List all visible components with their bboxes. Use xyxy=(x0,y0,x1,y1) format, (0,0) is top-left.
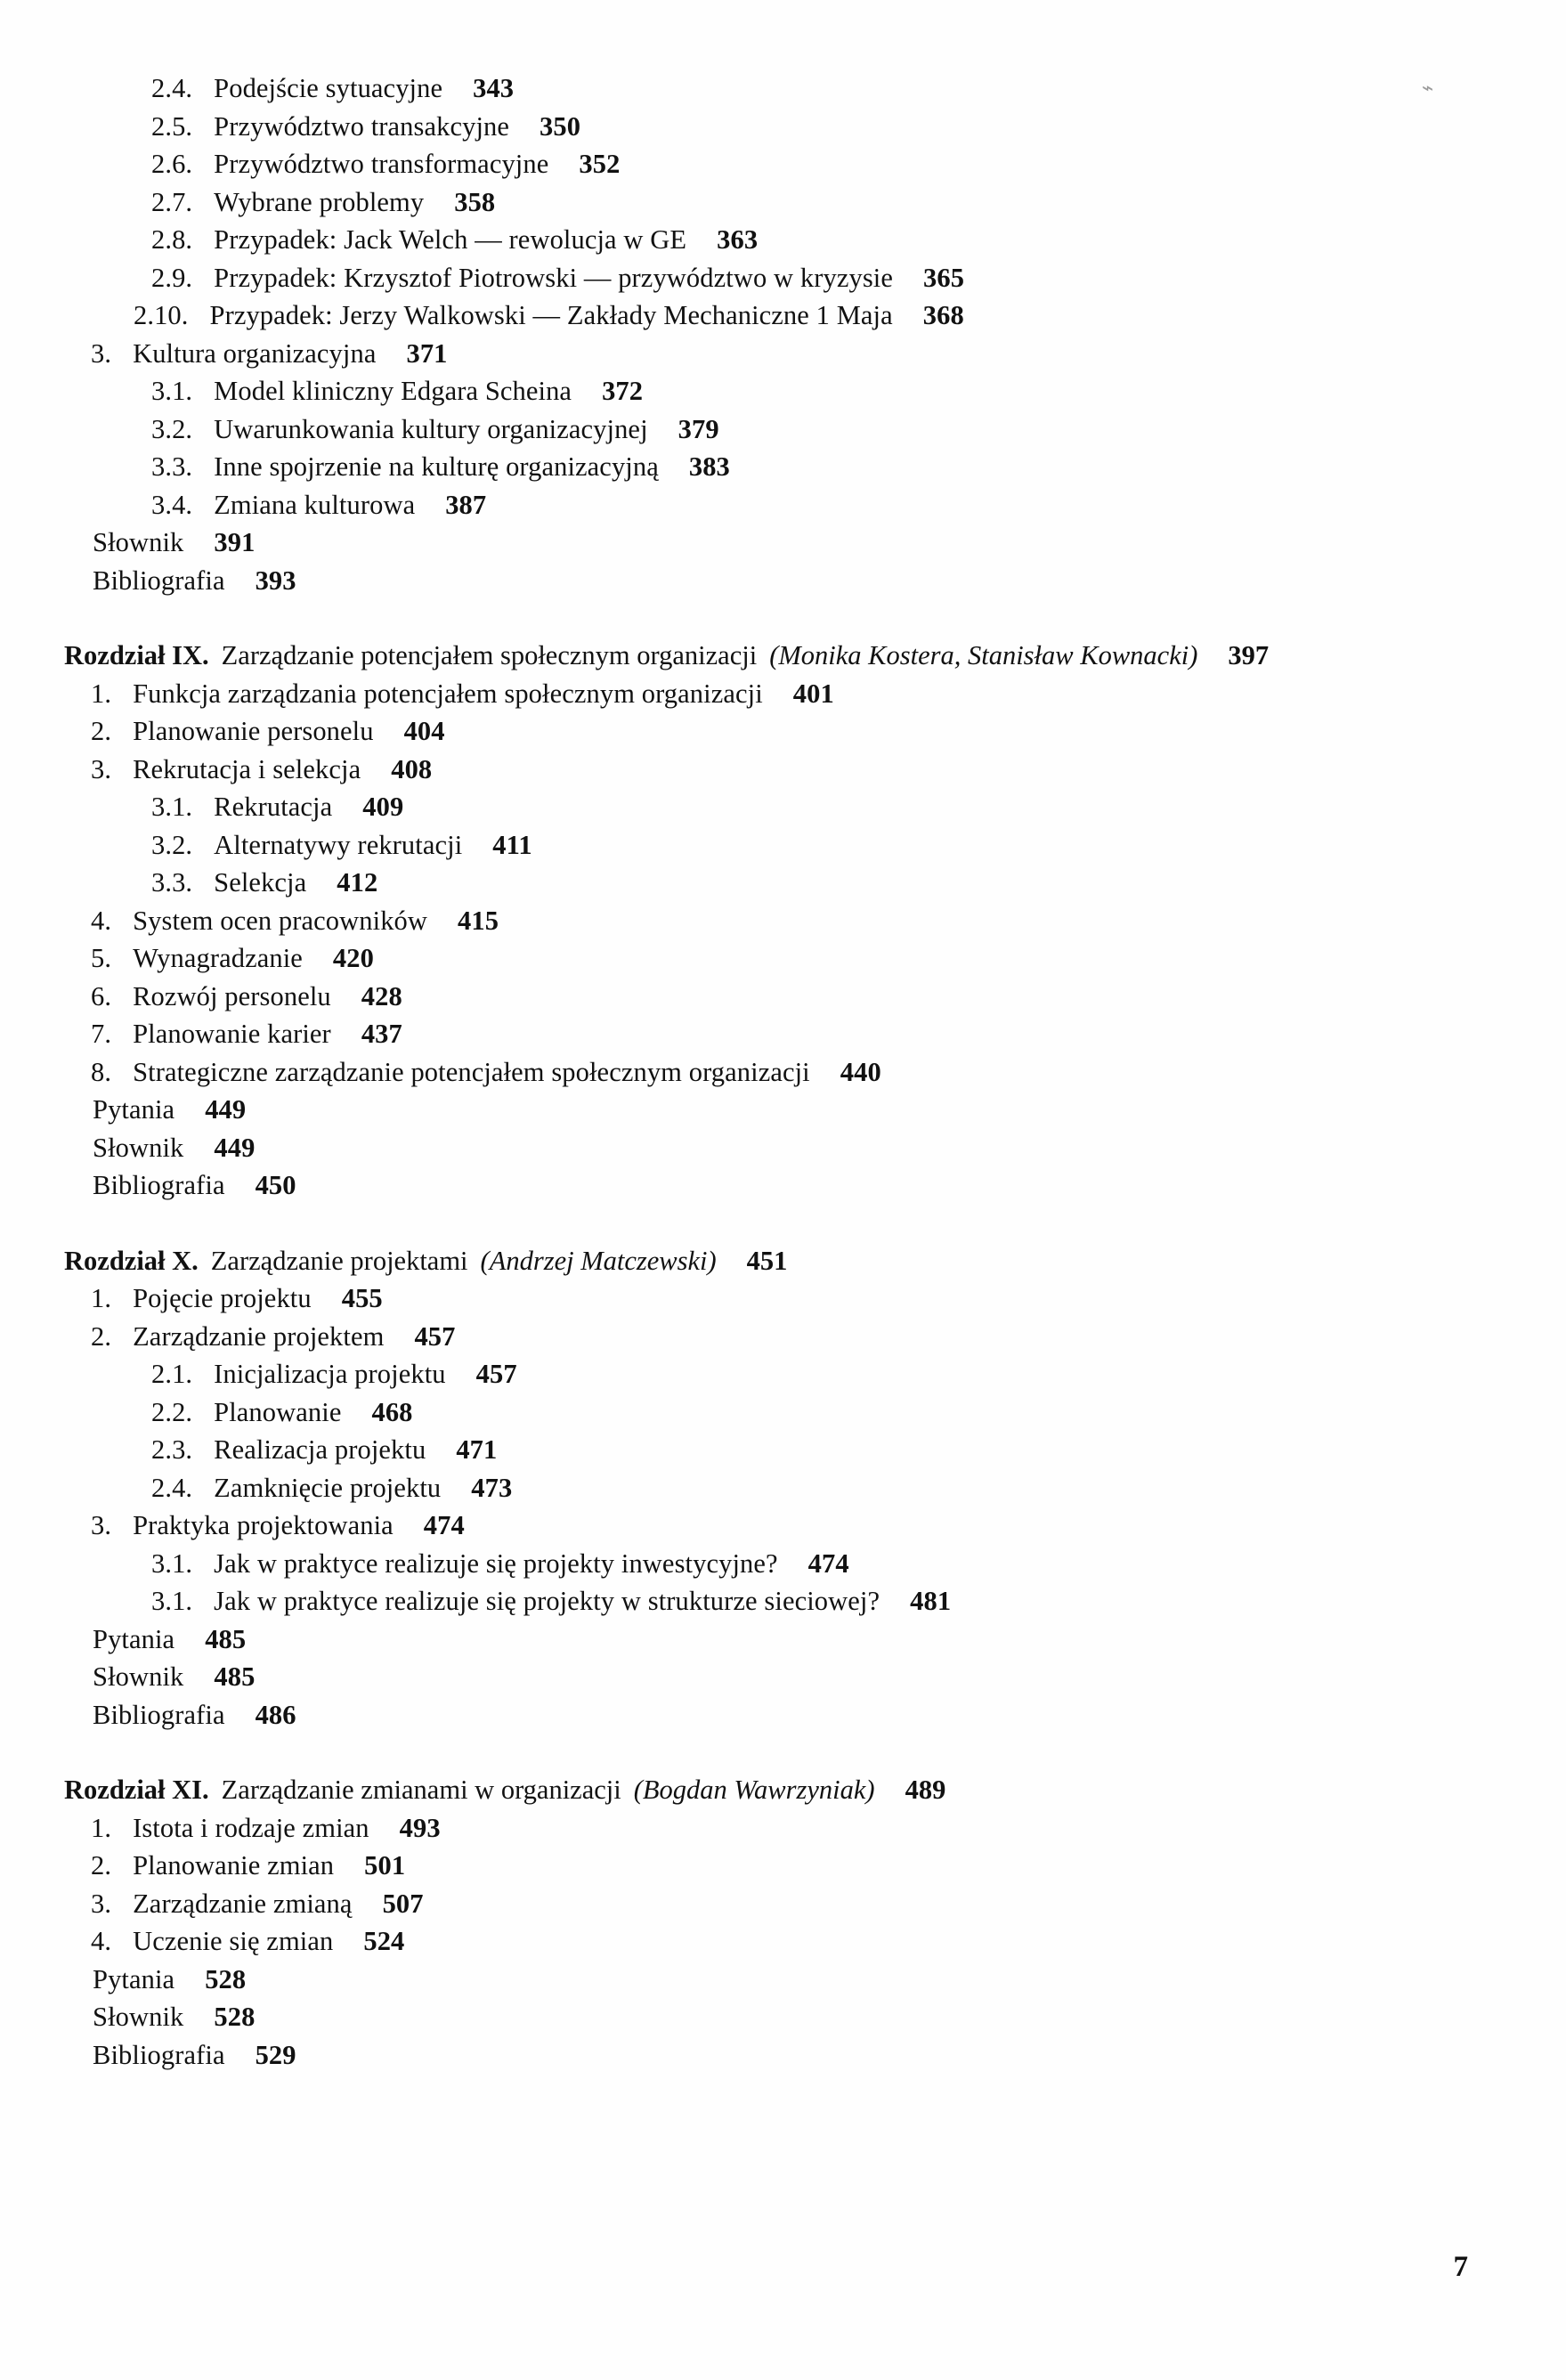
entry-number: 4. xyxy=(91,905,112,936)
entry-title: Pytania xyxy=(93,1094,175,1125)
entry-title: Istota i rodzaje zmian xyxy=(133,1812,369,1843)
toc-entry xyxy=(64,259,1489,297)
toc-entry xyxy=(64,864,1489,902)
entry-title: Wynagradzanie xyxy=(133,943,303,973)
toc-entry xyxy=(64,1091,1489,1129)
toc-entry xyxy=(64,1507,1489,1545)
entry-page: 428 xyxy=(361,980,402,1011)
entry-number: 2.3. xyxy=(151,1434,193,1465)
entry-title: Inne spojrzenie na kulturę organizacyjną xyxy=(214,451,659,482)
entry-title: Jak w praktyce realizuje się projekty w strukturze sieciowej? xyxy=(214,1586,880,1616)
entry-page: 368 xyxy=(922,300,964,330)
toc-entry xyxy=(64,1393,1489,1432)
entry-page: 471 xyxy=(456,1434,498,1465)
entry-page: 468 xyxy=(371,1396,413,1427)
entry-number: 2. xyxy=(91,716,112,746)
entry-number: 3.1. xyxy=(151,1586,193,1616)
entry-title: Inicjalizacja projektu xyxy=(214,1359,446,1389)
entry-page: 457 xyxy=(475,1359,517,1389)
entry-number: 2.2. xyxy=(151,1396,193,1427)
entry-number: 5. xyxy=(91,943,112,973)
entry-page: 449 xyxy=(214,1132,256,1163)
toc-entry xyxy=(64,410,1489,449)
toc-entry xyxy=(64,2036,1489,2075)
entry-title: Zamknięcie projektu xyxy=(214,1472,442,1503)
toc-entry xyxy=(64,712,1489,751)
toc-entry xyxy=(64,1129,1489,1167)
entry-title: Realizacja projektu xyxy=(214,1434,426,1465)
entry-title: Przypadek: Jerzy Walkowski — Zakłady Mechaniczne 1 Maja xyxy=(209,300,893,330)
entry-page: 528 xyxy=(205,1963,247,1994)
entry-title: Rozwój personelu xyxy=(133,980,331,1011)
entry-number: 3.2. xyxy=(151,829,193,860)
entry-title: Kultura organizacyjna xyxy=(133,337,377,369)
entry-page: 437 xyxy=(361,1019,402,1049)
entry-page: 473 xyxy=(471,1472,513,1503)
chapter-page: 397 xyxy=(1228,640,1270,670)
toc-entry xyxy=(64,183,1489,222)
entry-number: 6. xyxy=(91,980,112,1011)
entry-number: 3.1. xyxy=(151,792,193,822)
toc-chapter-ix xyxy=(64,637,1489,1205)
entry-page: 391 xyxy=(214,527,256,557)
entry-title: Bibliografia xyxy=(93,1170,225,1200)
entry-page: 412 xyxy=(337,867,378,898)
toc-entry xyxy=(64,1847,1489,1885)
entry-page: 449 xyxy=(205,1094,247,1125)
entry-number: 3. xyxy=(91,1510,112,1540)
entry-number: 1. xyxy=(91,678,112,709)
toc-entry xyxy=(64,524,1489,562)
entry-page: 524 xyxy=(363,1926,405,1956)
entry-page: 411 xyxy=(492,829,532,860)
entry-title: Przywództwo transakcyjne xyxy=(214,110,510,142)
entry-page: 501 xyxy=(364,1850,406,1880)
entry-title: Bibliografia xyxy=(93,565,225,596)
toc-entry xyxy=(64,1809,1489,1848)
toc-chapter-xi xyxy=(64,1771,1489,2074)
entry-page: 485 xyxy=(214,1661,256,1692)
toc-entry xyxy=(64,562,1489,600)
entry-title: Zarządzanie projektem xyxy=(133,1320,385,1352)
entry-number: 2.5. xyxy=(151,110,193,142)
entry-number: 3.3. xyxy=(151,867,193,898)
chapter-label: Rozdział IX. xyxy=(64,640,209,670)
entry-page: 457 xyxy=(414,1320,456,1352)
chapter-title: Zarządzanie projektami xyxy=(210,1245,468,1276)
entry-page: 493 xyxy=(399,1812,441,1843)
chapter-label: Rozdział XI. xyxy=(64,1775,209,1805)
toc-entry xyxy=(64,1885,1489,1923)
entry-title: Model kliniczny Edgara Scheina xyxy=(214,376,572,406)
toc-entry xyxy=(64,675,1489,713)
toc-entry xyxy=(64,902,1489,940)
entry-number: 1. xyxy=(91,1283,112,1313)
entry-page: 343 xyxy=(473,73,515,103)
entry-page: 408 xyxy=(391,753,433,784)
entry-title: Planowanie karier xyxy=(133,1019,331,1049)
scan-artifact-mark: ⌁ xyxy=(1422,77,1434,99)
entry-page: 352 xyxy=(579,149,621,179)
entry-title: Rekrutacja i selekcja xyxy=(133,753,361,784)
entry-page: 371 xyxy=(406,337,448,369)
entry-title: Pytania xyxy=(93,1963,175,1994)
entry-number: 2.10. xyxy=(134,300,189,330)
entry-title: Alternatywy rekrutacji xyxy=(214,829,463,860)
toc-entry xyxy=(64,1922,1489,1961)
entry-title: Jak w praktyce realizuje się projekty inwestycyjne? xyxy=(214,1547,778,1579)
toc-chapter-x xyxy=(64,1242,1489,1734)
entry-title: Bibliografia xyxy=(93,1699,225,1730)
entry-number: 2.1. xyxy=(151,1359,193,1389)
table-of-contents xyxy=(64,69,1489,2074)
entry-title: Pytania xyxy=(93,1623,175,1654)
toc-entry xyxy=(64,788,1489,826)
toc-entry xyxy=(64,1998,1489,2036)
chapter-authors: (Bogdan Wawrzyniak) xyxy=(633,1775,875,1805)
entry-page: 350 xyxy=(540,110,581,142)
chapter-title: Zarządzanie potencjałem społecznym organizacji xyxy=(221,640,758,670)
entry-page: 529 xyxy=(255,2039,296,2070)
chapter-title: Zarządzanie zmianami w organizacji xyxy=(221,1775,621,1805)
entry-number: 3.1. xyxy=(151,376,193,406)
entry-page: 401 xyxy=(792,678,834,709)
entry-title: Planowanie zmian xyxy=(133,1850,335,1880)
toc-entry xyxy=(64,1053,1489,1092)
toc-entry xyxy=(64,978,1489,1016)
entry-page: 486 xyxy=(255,1699,296,1730)
entry-number: 4. xyxy=(91,1926,112,1956)
entry-page: 358 xyxy=(454,186,496,217)
entry-title: Wybrane problemy xyxy=(214,186,425,217)
chapter-page: 489 xyxy=(905,1775,946,1805)
chapter-authors: (Monika Kostera, Stanisław Kownacki) xyxy=(769,640,1198,670)
entry-number: 2.6. xyxy=(151,149,193,179)
toc-entry xyxy=(64,939,1489,978)
entry-number: 3.4. xyxy=(151,489,193,520)
entry-page: 363 xyxy=(717,224,759,255)
entry-number: 3. xyxy=(91,337,112,369)
toc-entry xyxy=(64,1545,1489,1583)
entry-title: System ocen pracowników xyxy=(133,905,428,936)
toc-entry xyxy=(64,1015,1489,1053)
entry-page: 379 xyxy=(678,413,719,444)
entry-page: 365 xyxy=(923,262,965,293)
entry-page: 474 xyxy=(423,1510,465,1540)
entry-number: 3.1. xyxy=(151,1547,193,1579)
chapter-authors: (Andrzej Matczewski) xyxy=(480,1245,717,1276)
chapter-label: Rozdział X. xyxy=(64,1245,199,1276)
entry-title: Zarządzanie zmianą xyxy=(133,1888,353,1919)
entry-number: 3. xyxy=(91,1888,112,1919)
entry-number: 2. xyxy=(91,1850,112,1880)
entry-page: 481 xyxy=(910,1586,952,1616)
entry-number: 8. xyxy=(91,1056,112,1087)
entry-number: 3.3. xyxy=(151,451,193,482)
chapter-heading xyxy=(64,1242,1489,1280)
entry-title: Słownik xyxy=(93,1132,184,1163)
entry-number: 2.9. xyxy=(151,262,193,293)
entry-title: Funkcja zarządzania potencjałem społecznym organizacji xyxy=(133,678,763,709)
toc-entry xyxy=(64,1961,1489,1999)
toc-entry xyxy=(64,1166,1489,1205)
toc-entry xyxy=(64,1355,1489,1393)
toc-entry xyxy=(64,1582,1489,1621)
entry-page: 455 xyxy=(341,1283,383,1313)
entry-title: Planowanie personelu xyxy=(133,716,374,746)
toc-entry xyxy=(64,145,1489,183)
toc-entry xyxy=(64,1318,1489,1356)
entry-title: Przywództwo transformacyjne xyxy=(214,149,549,179)
entry-title: Planowanie xyxy=(214,1396,342,1427)
entry-title: Praktyka projektowania xyxy=(133,1510,394,1540)
toc-entry xyxy=(64,1696,1489,1734)
entry-page: 450 xyxy=(255,1170,296,1200)
entry-page: 409 xyxy=(362,792,404,822)
toc-entry xyxy=(64,1658,1489,1696)
entry-page: 528 xyxy=(214,2002,256,2032)
toc-entry xyxy=(64,751,1489,789)
toc-entry xyxy=(64,1431,1489,1469)
toc-section-continued xyxy=(64,69,1489,599)
chapter-heading xyxy=(64,637,1453,675)
entry-title: Słownik xyxy=(93,1661,184,1692)
entry-number: 7. xyxy=(91,1019,112,1049)
toc-entry xyxy=(64,486,1489,524)
entry-title: Rekrutacja xyxy=(214,792,333,822)
entry-page: 404 xyxy=(403,716,445,746)
entry-title: Pojęcie projektu xyxy=(133,1283,312,1313)
entry-title: Uwarunkowania kultury organizacyjnej xyxy=(214,413,648,444)
toc-entry xyxy=(64,69,1489,108)
entry-page: 440 xyxy=(840,1056,881,1087)
toc-entry xyxy=(64,108,1489,146)
entry-title: Uczenie się zmian xyxy=(133,1926,334,1956)
chapter-page: 451 xyxy=(746,1245,788,1276)
entry-title: Podejście sytuacyjne xyxy=(214,73,443,103)
toc-entry xyxy=(64,296,1489,335)
entry-number: 2.8. xyxy=(151,224,193,255)
toc-entry xyxy=(64,1621,1489,1659)
entry-page: 485 xyxy=(205,1623,247,1654)
toc-entry xyxy=(64,1279,1489,1318)
entry-page: 474 xyxy=(807,1547,849,1579)
entry-page: 415 xyxy=(458,905,499,936)
entry-number: 2.4. xyxy=(151,1472,193,1503)
entry-title: Przypadek: Jack Welch — rewolucja w GE xyxy=(214,224,687,255)
entry-page: 372 xyxy=(602,376,644,406)
toc-entry xyxy=(64,335,1489,373)
entry-number: 3. xyxy=(91,753,112,784)
entry-number: 2.7. xyxy=(151,186,193,217)
entry-page: 420 xyxy=(332,943,374,973)
entry-title: Słownik xyxy=(93,2002,184,2032)
entry-page: 393 xyxy=(255,565,296,596)
entry-title: Słownik xyxy=(93,527,184,557)
entry-title: Przypadek: Krzysztof Piotrowski — przywództwo w kryzysie xyxy=(214,262,894,293)
entry-number: 1. xyxy=(91,1812,112,1843)
entry-title: Strategiczne zarządzanie potencjałem społecznym organizacji xyxy=(133,1056,810,1087)
entry-number: 2. xyxy=(91,1320,112,1352)
toc-entry xyxy=(64,221,1489,259)
entry-page: 383 xyxy=(688,451,730,482)
entry-title: Selekcja xyxy=(214,867,307,898)
entry-page: 507 xyxy=(382,1888,424,1919)
toc-entry xyxy=(64,1469,1489,1507)
entry-title: Bibliografia xyxy=(93,2039,225,2070)
entry-page: 387 xyxy=(445,489,487,520)
toc-entry xyxy=(64,448,1489,486)
page-number: 7 xyxy=(1453,2251,1468,2283)
entry-number: 2.4. xyxy=(151,73,193,103)
entry-number: 3.2. xyxy=(151,413,193,444)
toc-entry xyxy=(64,826,1489,865)
toc-entry xyxy=(64,372,1489,410)
chapter-heading xyxy=(64,1771,1489,1809)
entry-title: Zmiana kulturowa xyxy=(214,489,416,520)
